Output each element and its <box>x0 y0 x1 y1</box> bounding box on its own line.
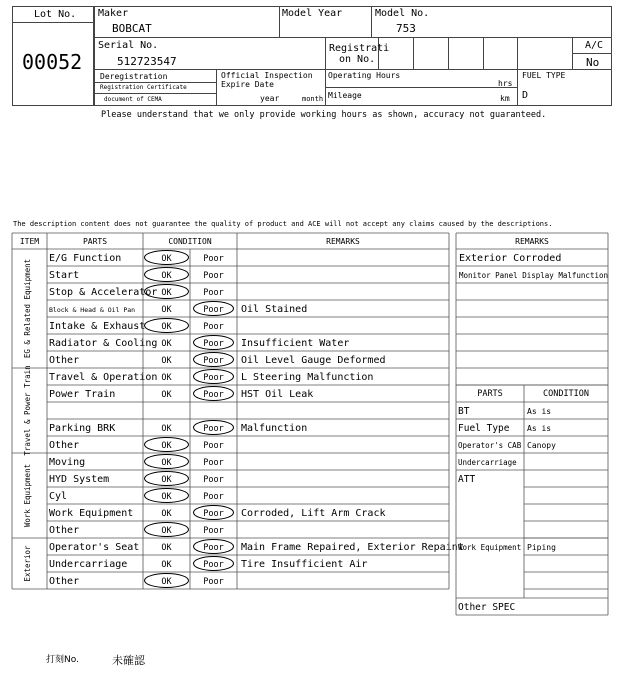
poor-option: Poor <box>203 577 224 587</box>
ok-option: OK <box>161 305 172 315</box>
maker-value: BOBCAT <box>112 22 152 35</box>
part-label: E/G Function <box>49 253 122 264</box>
ok-option: OK <box>161 560 172 570</box>
hours-label: Operating Hours <box>328 71 401 80</box>
ac-label: A/C <box>585 40 604 51</box>
remark-text: Malfunction <box>241 423 308 434</box>
lot-number: 00052 <box>22 50 83 74</box>
part-label: Cyl <box>49 491 68 502</box>
poor-option: Poor <box>203 254 224 264</box>
part-label: Radiator & Cooling <box>49 338 158 349</box>
model-year-label: Model Year <box>282 8 343 19</box>
poor-option: Poor <box>203 475 224 485</box>
hrs-unit: hrs <box>498 79 513 88</box>
part-label: Operator's Seat <box>49 542 140 553</box>
header-parts: PARTS <box>82 237 108 246</box>
part-label: Start <box>49 270 80 281</box>
part-label: Undercarriage <box>49 559 128 570</box>
att-label: ATT <box>458 474 476 485</box>
ok-option: OK <box>161 577 172 587</box>
poor-option: Poor <box>203 543 224 553</box>
ok-option: OK <box>161 288 172 298</box>
group-label: Travel & Power Train <box>23 365 32 456</box>
group-label: Work Equipment <box>23 463 32 528</box>
model-no-label: Model No. <box>375 8 430 19</box>
ok-option: OK <box>161 492 172 502</box>
group-label: EG & Related Equipment <box>23 258 32 359</box>
cema-label: document of CEMA <box>104 96 162 103</box>
year-label: year <box>260 94 280 103</box>
maker-label: Maker <box>98 8 129 19</box>
serial-label: Serial No. <box>98 40 159 51</box>
part-label: Block & Head & Oil Pan <box>49 306 136 314</box>
poor-option: Poor <box>203 271 224 281</box>
part-label: Other <box>49 355 80 366</box>
part-label: Parking BRK <box>49 423 116 434</box>
inspection-label-1: Official Inspection <box>221 71 313 80</box>
mileage-label: Mileage <box>328 91 362 100</box>
fuel-label: Fuel Type <box>458 423 510 434</box>
model-no-value: 753 <box>396 22 416 35</box>
part-label: Power Train <box>49 389 116 400</box>
right-remark-text: Exterior Corroded <box>459 253 562 264</box>
poor-option: Poor <box>203 373 224 383</box>
reg-cert-label: Registration Certificate <box>100 84 187 91</box>
ok-option: OK <box>161 373 172 383</box>
right-remarks-header: REMARKS <box>515 237 549 246</box>
part-label: Travel & Operation <box>49 372 158 383</box>
part-label: Other <box>49 576 80 587</box>
undercarriage-label: Undercarriage <box>458 458 517 467</box>
ok-option: OK <box>161 543 172 553</box>
ok-option: OK <box>161 322 172 332</box>
poor-option: Poor <box>203 509 224 519</box>
part-label: Stop & Accelerator <box>49 287 158 298</box>
fuel-type-label: FUEL TYPE <box>522 71 566 80</box>
part-label: Work Equipment <box>49 508 134 519</box>
dereg-label: Deregistration <box>100 72 168 81</box>
lot-label: Lot No. <box>34 9 77 20</box>
disclaimer: The description content does not guarantee the quality of product and ACE will not accept any claims caused by the descriptions. <box>13 220 553 228</box>
ok-option: OK <box>161 356 172 366</box>
ok-option: OK <box>161 475 172 485</box>
part-label: Moving <box>49 457 86 468</box>
month-label: month <box>302 95 324 103</box>
remark-text: Corroded, Lift Arm Crack <box>241 508 386 519</box>
bt-label: BT <box>458 406 470 417</box>
ok-option: OK <box>161 424 172 434</box>
fuel-value: As is <box>527 424 552 433</box>
ok-option: OK <box>161 339 172 349</box>
part-label: HYD System <box>49 474 110 485</box>
poor-option: Poor <box>203 441 224 451</box>
poor-option: Poor <box>203 458 224 468</box>
poor-option: Poor <box>203 356 224 366</box>
header-condition: CONDITION <box>168 237 212 246</box>
ok-option: OK <box>161 526 172 536</box>
remark-text: Oil Level Gauge Deformed <box>241 355 386 366</box>
remark-text: L Steering Malfunction <box>241 372 374 383</box>
remark-text: Tire Insufficient Air <box>241 559 368 570</box>
right-remark-text: Monitor Panel Display Malfunction <box>459 271 609 280</box>
header-item: ITEM <box>19 237 40 246</box>
remark-text: Main Frame Repaired, Exterior Repaint <box>241 542 464 553</box>
header-remarks: REMARKS <box>326 237 360 246</box>
ok-option: OK <box>161 390 172 400</box>
other-spec-label: Other SPEC <box>458 602 516 613</box>
poor-option: Poor <box>203 305 224 315</box>
poor-option: Poor <box>203 390 224 400</box>
stamp-value: 未確認 <box>112 654 145 667</box>
poor-option: Poor <box>203 492 224 502</box>
registration-label-2: on No. <box>339 54 376 65</box>
poor-option: Poor <box>203 339 224 349</box>
registration-label-1: Registrati <box>329 43 390 54</box>
group-label: Exterior <box>23 545 32 582</box>
ok-option: OK <box>161 441 172 451</box>
part-label: Other <box>49 525 80 536</box>
ok-option: OK <box>161 271 172 281</box>
stamp-label: 打刻No. <box>46 655 79 665</box>
poor-option: Poor <box>203 288 224 298</box>
part-label: Other <box>49 440 80 451</box>
bt-value: As is <box>527 407 552 416</box>
hours-notice: Please understand that we only provide working hours as shown, accuracy not guaranteed. <box>101 110 547 120</box>
ok-option: OK <box>161 458 172 468</box>
remark-text: Oil Stained <box>241 304 308 315</box>
ok-option: OK <box>161 254 172 264</box>
work-equipment-label: Work Equipment <box>458 543 522 552</box>
cab-value: Canopy <box>527 441 556 450</box>
right-parts-header: PARTS <box>477 389 503 399</box>
part-label: Intake & Exhaust <box>49 321 146 332</box>
cab-label: Operator's CAB <box>458 441 522 450</box>
ac-value: No <box>586 56 600 69</box>
poor-option: Poor <box>203 560 224 570</box>
inspection-label-2: Expire Date <box>221 80 274 89</box>
poor-option: Poor <box>203 322 224 332</box>
serial-value: 512723547 <box>117 55 177 68</box>
remark-text: Insufficient Water <box>241 338 350 349</box>
poor-option: Poor <box>203 424 224 434</box>
right-condition-header: CONDITION <box>542 389 590 399</box>
remark-text: HST Oil Leak <box>241 389 314 400</box>
poor-option: Poor <box>203 526 224 536</box>
work-equipment-value: Piping <box>527 543 556 552</box>
ok-option: OK <box>161 509 172 519</box>
fuel-type-value: D <box>522 90 529 101</box>
km-unit: km <box>500 94 510 103</box>
